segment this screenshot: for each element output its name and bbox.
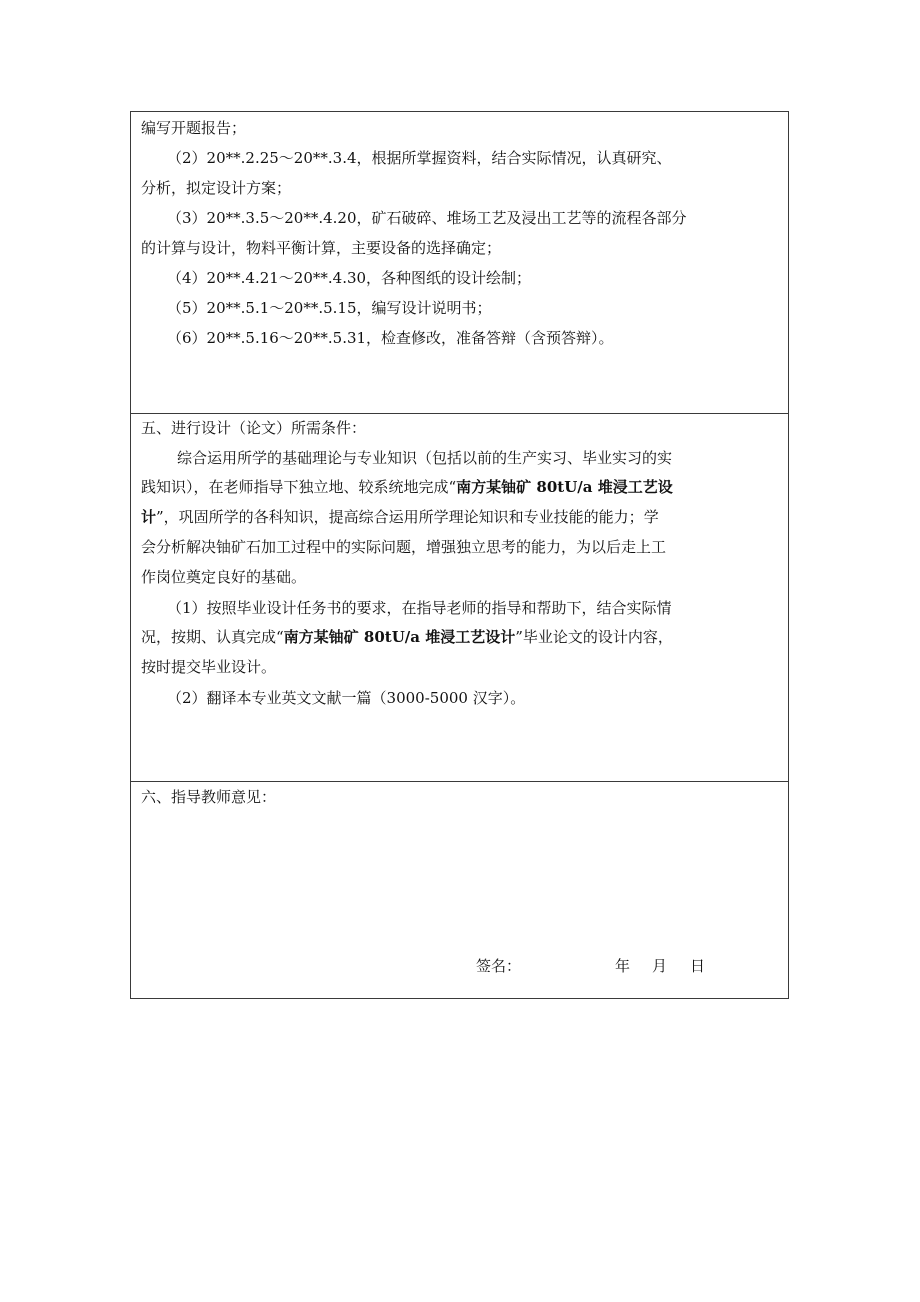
text-span: ”，巩固所学的各科知识，提高综合运用所学理论知识和专业技能的能力；学: [156, 508, 659, 526]
signature-label: 签名：: [476, 957, 522, 975]
schedule-item-4: （4）20**.4.21～20**.4.30，各种图纸的设计绘制；: [167, 269, 532, 287]
schedule-item-3: （3）20**.3.5～20**.4.20，矿石破碎、堆场工艺及浸出工艺等的流程各部分: [167, 209, 687, 227]
schedule-item-2: （2）20**.2.25～20**.3.4，根据所掌握资料，结合实际情况，认真研究、: [167, 149, 672, 167]
project-title-bold-end: 计: [141, 508, 157, 526]
schedule-item-6: （6）20**.5.16～20**.5.31，检查修改，准备答辩（含预答辩）。: [167, 329, 614, 347]
conditions-para-line-1: 综合运用所学的基础理论与专业知识（包括以前的生产实习、毕业实习的实: [177, 449, 673, 467]
date-month-label: 月: [652, 957, 668, 975]
text-span: 践知识），在老师指导下独立地、较系统地完成“: [141, 478, 457, 496]
project-title-bold: 南方某铀矿 80tU/a 堆浸工艺设计: [283, 628, 516, 646]
schedule-line-1: 编写开题报告；: [141, 119, 247, 137]
schedule-item-5: （5）20**.5.1～20**.5.15，编写设计说明书；: [167, 299, 492, 317]
supervisor-opinion-cell: [131, 782, 788, 998]
conditions-item-1: （1）按照毕业设计任务书的要求，在指导老师的指导和帮助下，结合实际情: [167, 599, 672, 617]
section-6-heading: 六、指导教师意见：: [141, 788, 277, 806]
section-5-heading: 五、进行设计（论文）所需条件：: [141, 419, 367, 437]
schedule-item-2-cont: 分析，拟定设计方案；: [141, 179, 292, 197]
conditions-para-line-2: [141, 477, 673, 497]
conditions-para-line-4: 会分析解决铀矿石加工过程中的实际问题，增强独立思考的能力，为以后走上工: [141, 538, 667, 556]
conditions-item-1-cont: [141, 627, 673, 647]
schedule-item-3-cont: 的计算与设计，物料平衡计算，主要设备的选择确定；: [141, 239, 502, 257]
conditions-para-line-5: 作岗位奠定良好的基础。: [141, 568, 307, 586]
conditions-para-line-3: [141, 507, 659, 527]
conditions-cell: [131, 414, 788, 782]
date-day-label: 日: [690, 957, 706, 975]
text-span: 况，按期、认真完成“: [141, 628, 284, 646]
schedule-cell: [131, 112, 788, 414]
project-title-bold: 南方某铀矿 80tU/a 堆浸工艺设: [456, 478, 673, 496]
text-span: ”毕业论文的设计内容，: [515, 628, 673, 646]
date-year-label: 年: [615, 957, 631, 975]
form-table: [130, 111, 789, 999]
conditions-item-1-cont-2: 按时提交毕业设计。: [141, 658, 277, 676]
conditions-item-2: （2）翻译本专业英文文献一篇（3000-5000 汉字）。: [167, 689, 526, 707]
